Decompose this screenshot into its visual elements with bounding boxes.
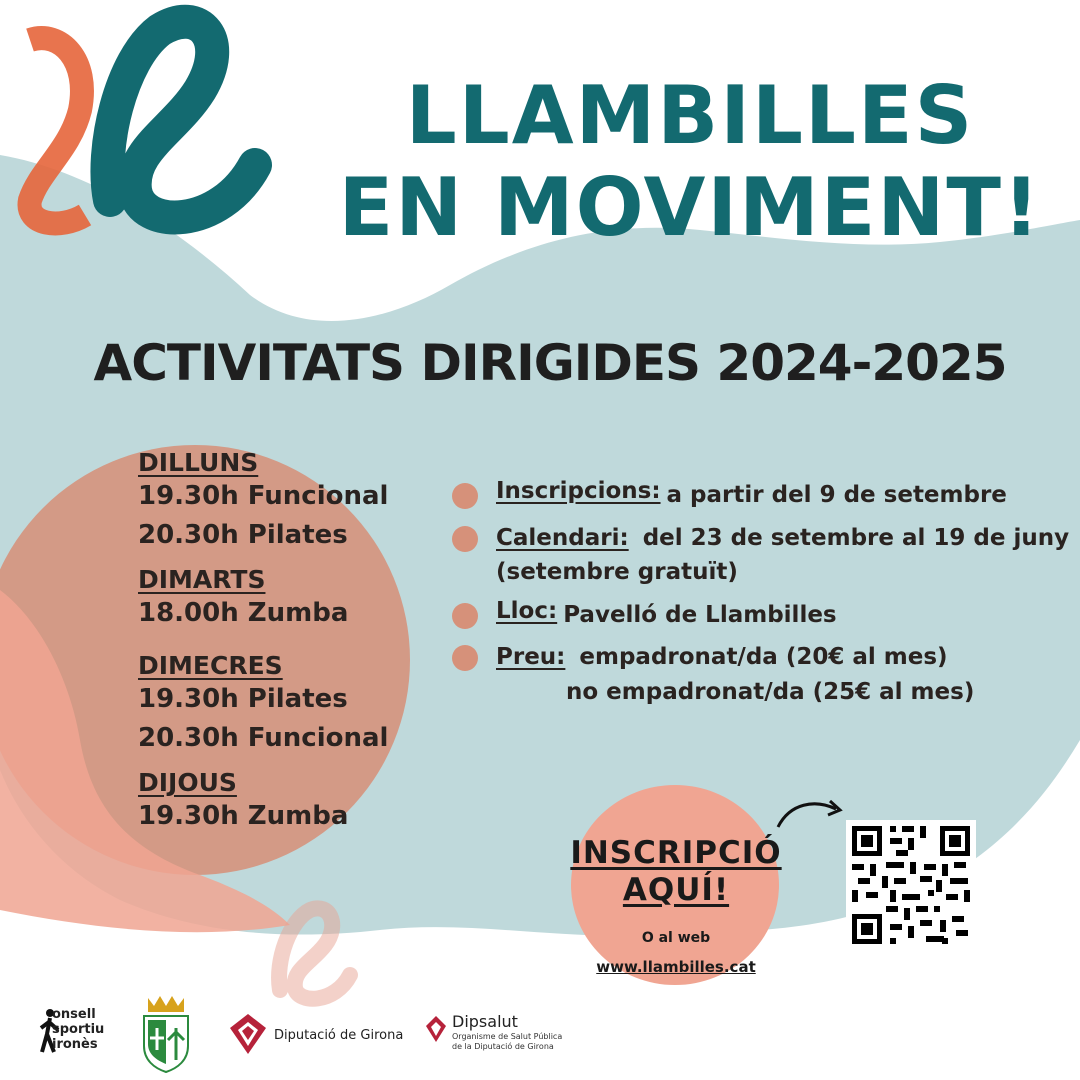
registration-callout[interactable] <box>546 835 806 976</box>
day-thursday: DIJOUS <box>138 768 237 797</box>
bullet-dot <box>452 645 478 671</box>
consell-line-2: sportiu <box>52 1021 105 1037</box>
watermark-e-icon <box>250 900 370 1010</box>
day-wednesday: DIMECRES <box>138 651 283 680</box>
cta-or-text: O al web <box>641 930 711 947</box>
dipsalut-name: Dipsalut <box>452 1012 518 1031</box>
cta-line-2: AQUÍ! <box>622 871 730 908</box>
schedule-slot: 19.30h Funcional <box>138 481 389 511</box>
info-price-extra: no empadronat/da (25€ al mes) <box>566 678 975 705</box>
day-monday: DILLUNS <box>138 448 259 477</box>
dipsalut-logo <box>424 1012 604 1062</box>
info-value: a partir del 9 de setembre <box>666 482 1007 508</box>
website-link[interactable]: www.llambilles.cat <box>596 958 756 977</box>
diputacio-name: Diputació de Girona <box>274 1028 404 1043</box>
consell-line-3: ironès <box>52 1036 98 1052</box>
diputacio-emblem-icon <box>228 1012 268 1056</box>
info-list <box>452 478 1072 717</box>
day-tuesday: DIMARTS <box>138 565 266 594</box>
llambilles-e-logo <box>0 0 300 260</box>
info-label: Calendari: <box>496 524 629 551</box>
title-line-1: LLAMBILLES <box>405 69 975 162</box>
info-label: Preu: <box>496 644 566 670</box>
schedule-slot: 19.30h Zumba <box>138 801 349 831</box>
info-label: Lloc: <box>496 597 558 624</box>
consell-line-1: onsell <box>52 1007 96 1022</box>
schedule-slot: 19.30h Pilates <box>138 684 348 714</box>
bullet-dot <box>452 603 478 629</box>
town-crest-icon <box>138 994 194 1074</box>
info-item-calendar <box>452 521 1072 590</box>
dipsalut-subtitle-1: Organisme de Salut Pública <box>452 1032 563 1041</box>
info-value: Pavelló de Llambilles <box>563 601 837 628</box>
info-item-registration <box>452 478 1072 513</box>
info-note: (setembre gratuït) <box>496 559 738 585</box>
schedule-slot: 20.30h Pilates <box>138 520 348 550</box>
bullet-dot <box>452 526 478 552</box>
title-line-2: EN MOVIMENT! <box>338 161 1042 254</box>
sponsor-logos <box>0 990 1080 1080</box>
qr-code[interactable] <box>846 820 976 950</box>
diputacio-girona-logo <box>228 1012 408 1062</box>
info-item-location <box>452 598 1072 633</box>
weekly-schedule <box>138 448 438 836</box>
schedule-slot: 20.30h Funcional <box>138 723 389 753</box>
schedule-slot: 18.00h Zumba <box>138 598 349 628</box>
info-label: Inscripcions: <box>496 478 661 504</box>
bullet-dot <box>452 483 478 509</box>
curved-arrow-icon <box>770 795 850 835</box>
dipsalut-subtitle-2: de la Diputació de Girona <box>452 1042 554 1051</box>
subtitle: ACTIVITATS DIRIGIDES 2024-2025 <box>93 334 1007 392</box>
info-value: empadronat/da (20€ al mes) <box>579 644 948 670</box>
info-item-price <box>452 640 1072 709</box>
dipsalut-emblem-icon <box>424 1014 448 1044</box>
info-value: del 23 de setembre al 19 de juny <box>642 524 1070 551</box>
cta-line-1: INSCRIPCIÓ <box>570 835 782 871</box>
